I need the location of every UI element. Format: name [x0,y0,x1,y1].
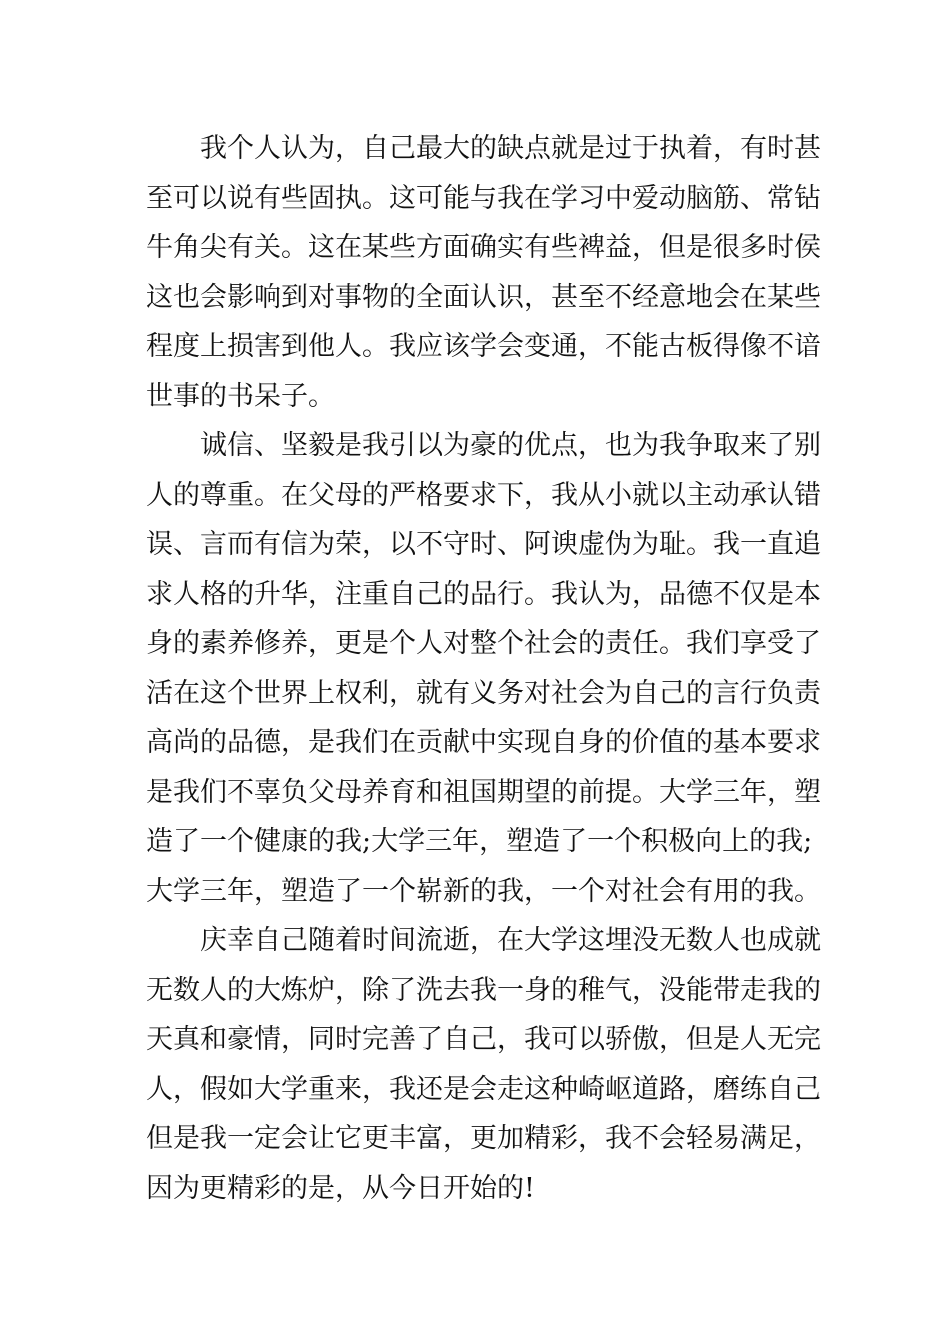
paragraph-line: 牛角尖有关。这在某些方面确实有些裨益，但是很多时侯 [146,232,821,263]
paragraph-conclusion [146,916,821,1213]
paragraph-line: 造了一个健康的我;大学三年，塑造了一个积极向上的我; [146,826,813,857]
paragraph-line: 我个人认为，自己最大的缺点就是过于执着，有时甚 [200,133,821,164]
paragraph-line: 诚信、坚毅是我引以为豪的优点，也为我争取来了别 [200,430,821,461]
paragraph-line: 天真和豪情，同时完善了自己，我可以骄傲，但是人无完 [146,1024,821,1055]
paragraph-line: 程度上损害到他人。我应该学会变通，不能古板得像不谙 [146,331,821,362]
paragraph-line: 误、言而有信为荣，以不守时、阿谀虚伪为耻。我一直追 [146,529,821,560]
paragraph-shortcomings [146,124,821,421]
paragraph-line: 人，假如大学重来，我还是会走这种崎岖道路，磨练自己 [146,1073,821,1105]
paragraph-line: 但是我一定会让它更丰富，更加精彩，我不会轻易满足， [146,1123,821,1154]
paragraph-line: 是我们不辜负父母养育和祖国期望的前提。大学三年，塑 [146,776,821,808]
paragraph-line: 活在这个世界上权利，就有义务对社会为自己的言行负责 [146,677,821,709]
paragraph-line: 人的尊重。在父母的严格要求下，我从小就以主动承认错 [146,479,821,511]
paragraph-strengths [146,421,821,916]
paragraph-line: 身的素养修养，更是个人对整个社会的责任。我们享受了 [146,628,821,659]
paragraph-line: 高尚的品德，是我们在贡献中实现自身的价值的基本要求 [146,727,821,758]
paragraph-line: 世事的书呆子。 [146,380,335,412]
paragraph-line: 至可以说有些固执。这可能与我在学习中爱动脑筋、常钻 [146,182,821,214]
document-body [146,124,821,1213]
paragraph-line: 庆幸自己随着时间流逝，在大学这埋没无数人也成就 [200,925,821,956]
paragraph-line: 大学三年，塑造了一个崭新的我，一个对社会有用的我。 [146,875,821,907]
paragraph-line: 这也会影响到对事物的全面认识，甚至不经意地会在某些 [146,281,821,313]
paragraph-line: 求人格的升华，注重自己的品行。我认为，品德不仅是本 [146,578,821,610]
paragraph-line: 因为更精彩的是，从今日开始的! [146,1172,535,1204]
paragraph-line: 无数人的大炼炉，除了洗去我一身的稚气，没能带走我的 [146,974,821,1006]
